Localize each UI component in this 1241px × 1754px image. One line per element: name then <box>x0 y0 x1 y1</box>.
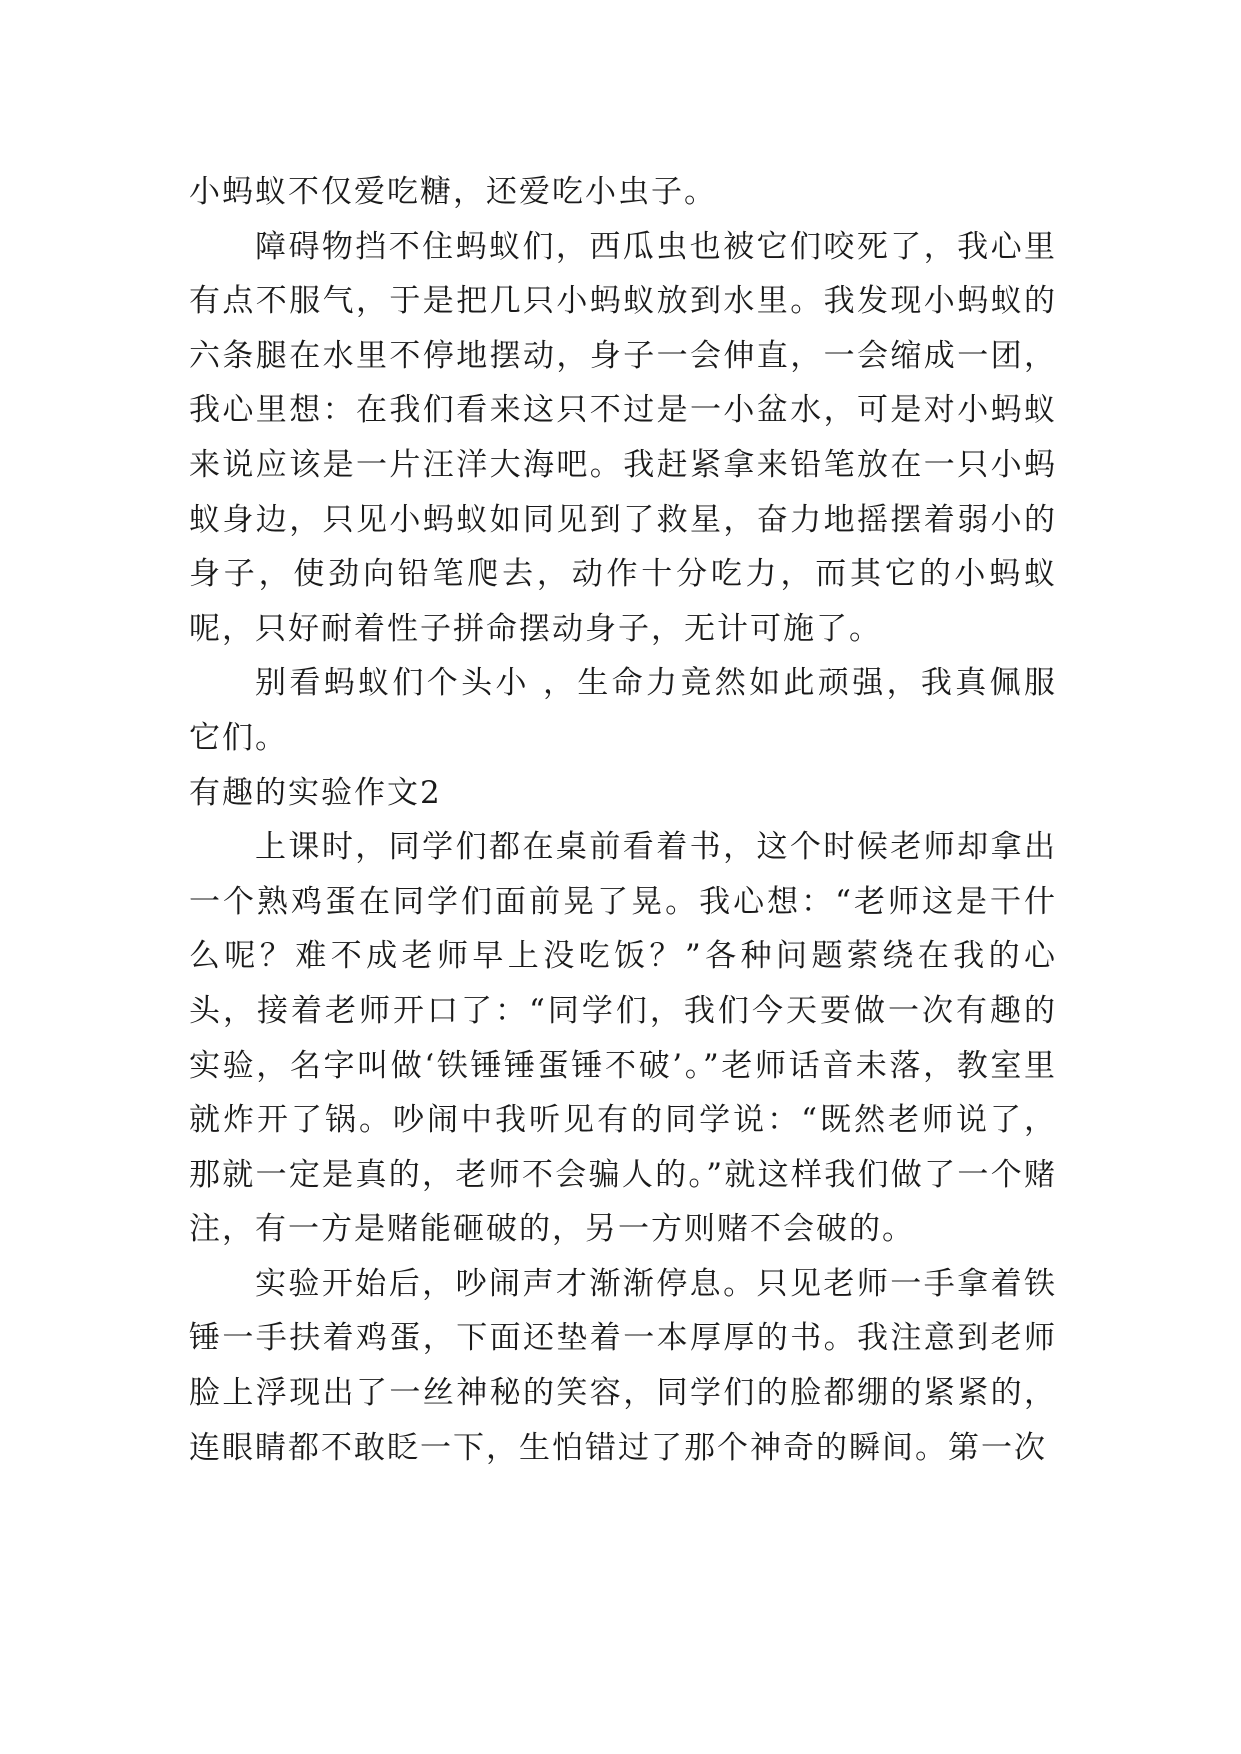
paragraph-continuation: 小蚂蚁不仅爱吃糖，还爱吃小虫子。 <box>189 174 717 210</box>
paragraph-ants-conclusion: 别看蚂蚁们个头小 ，生命力竟然如此顽强，我真佩服它们。 <box>189 665 1057 756</box>
section-heading: 有趣的实验作文2 <box>189 774 442 811</box>
paragraph-ants-in-water: 障碍物挡不住蚂蚁们，西瓜虫也被它们咬死了，我心里有点不服气，于是把几只小蚂蚁放到水里。我发现小蚂蚁的六条腿在水里不停地摆动，身子一会伸直，一会缩成一团，我心里想：在我们看来这只不过是一小盆水，可是对小蚂蚁来说应该是一片汪洋大海吧。我赶紧拿来铅笔放在一只小蚂蚁身边，只见小蚂蚁如同见到了救星，奋力地摇摆着弱小的身子，使劲向铅笔爬去，动作十分吃力，而其它的小蚂蚁呢，只好耐着性子拼命摆动身子，无计可施了。 <box>189 228 1057 647</box>
paragraph-egg-intro: 上课时，同学们都在桌前看着书，这个时候老师却拿出一个熟鸡蛋在同学们面前晃了晃。我心想：“老师这是干什么呢？难不成老师早上没吃饭？”各种问题萦绕在我的心头，接着老师开口了：“同学们，我们今天要做一次有趣的实验，名字叫做‘铁锤锤蛋锤不破’。”老师话音未落，教室里就炸开了锅。吵闹中我听见有的同学说：“既然老师说了，那就一定是真的，老师不会骗人的。”就这样我们做了一个赌注，有一方是赌能砸破的，另一方则赌不会破的。 <box>189 829 1057 1248</box>
paragraph-egg-experiment: 实验开始后，吵闹声才渐渐停息。只见老师一手拿着铁锤一手扶着鸡蛋，下面还垫着一本厚厚的书。我注意到老师脸上浮现出了一丝神秘的笑容，同学们的脸都绷的紧紧的，连眼睛都不敢眨一下，生怕错过了那个神奇的瞬间。第一次 <box>189 1265 1057 1466</box>
document-body <box>189 165 1057 1475</box>
